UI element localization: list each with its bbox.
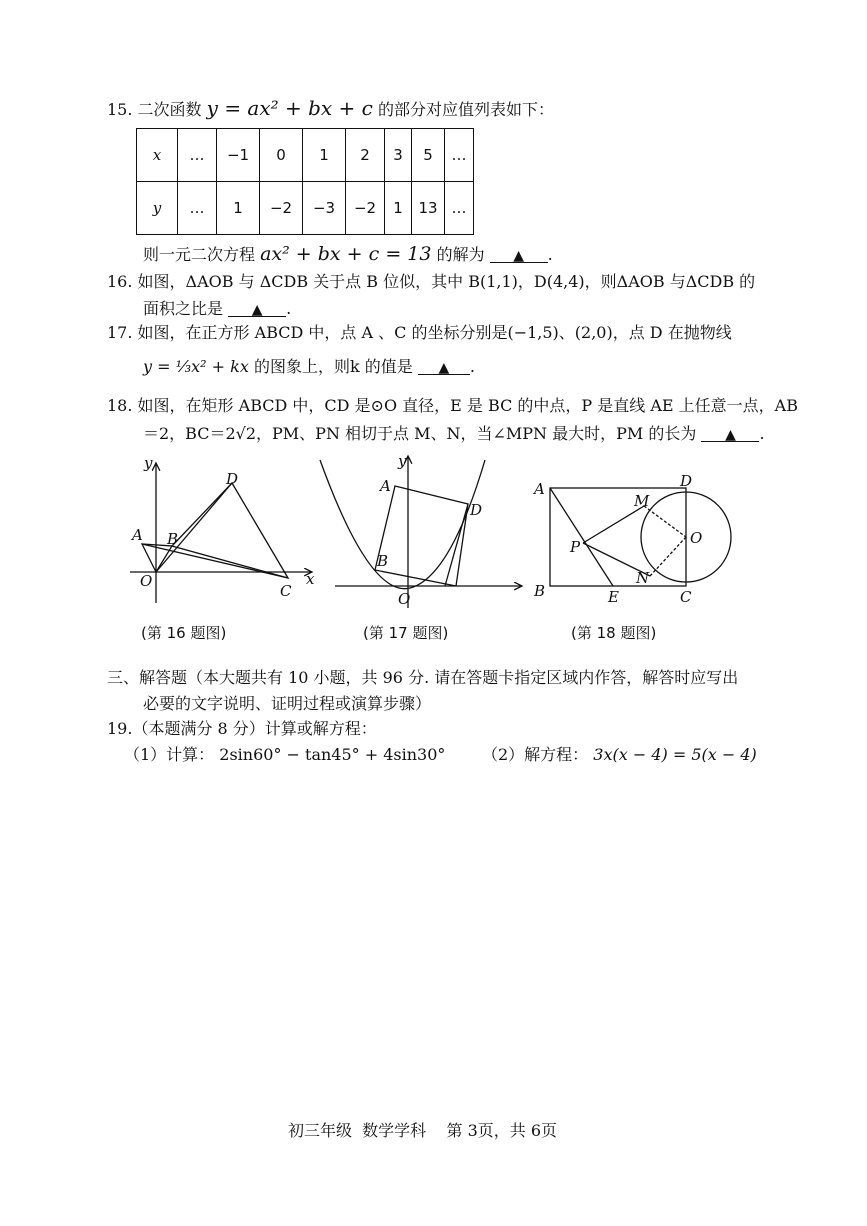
table-cell: 1 [303, 129, 346, 182]
fig16-label-y: y [144, 454, 153, 472]
fig18-label-M: M [634, 492, 650, 510]
table-cell: −3 [303, 182, 346, 235]
value-table [136, 128, 474, 235]
q19-part1-label: （1）计算： [124, 745, 215, 764]
line-D [445, 504, 468, 586]
q19-part2 [482, 744, 757, 766]
fig17-label-B: B [377, 552, 389, 570]
page-footer: 初三年级 数学学科 第 3页，共 6页 [288, 1121, 558, 1140]
answer-triangle-icon: ▲ [251, 302, 263, 318]
answer-triangle-icon: ▲ [438, 360, 450, 376]
fig16-label-D: D [226, 470, 239, 488]
table-cell: … [178, 129, 217, 182]
q18-answer-blank [701, 423, 759, 442]
q15-number: 15. [107, 100, 133, 119]
q15-end: . [547, 245, 553, 264]
table-cell: 5 [412, 129, 445, 182]
answer-triangle-icon: ▲ [513, 248, 525, 264]
q17-line2 [143, 356, 475, 378]
q16-line1-text: 如图，ΔAOB 与 ΔCDB 关于点 B 位似，其中 B(1,1)，D(4,4)，则ΔAOB 与ΔCDB 的 [137, 272, 756, 291]
table-cell: … [445, 182, 474, 235]
square-ABCD [375, 486, 468, 586]
parabola [320, 460, 485, 589]
q18-end: . [759, 424, 765, 443]
fig18-label-C: C [680, 588, 692, 606]
q17-number: 17. [107, 323, 133, 342]
q18-line2-pre: ＝2，BC＝2√2，PM、PN 相切于点 M、N，当∠MPN 最大时，PM 的长为 [143, 424, 697, 443]
fig18-label-N: N [636, 569, 650, 587]
table-cell: 2 [346, 129, 385, 182]
fig18-label-B: B [534, 582, 546, 600]
q15-line2-formula: ax² + bx + c = 13 [260, 243, 432, 265]
table-row-x [137, 129, 474, 182]
fig18-label-A: A [534, 480, 545, 498]
q18-number: 18. [107, 396, 133, 415]
q17-line1-text: 如图，在正方形 ABCD 中，点 A 、C 的坐标分别是(−1,5)、(2,0)，点 D 在抛物线 [137, 323, 732, 342]
fig16-label-x: x [306, 570, 315, 588]
rectangle-ABCD [550, 488, 686, 586]
fig17-label-O: O [398, 590, 411, 608]
answer-triangle-icon: ▲ [725, 427, 736, 443]
q16-line2-pre: 面积之比是 [143, 299, 224, 318]
table-cell: 1 [217, 182, 260, 235]
q15-line2-post: 的解为 [436, 245, 485, 264]
table-cell: 0 [260, 129, 303, 182]
q17-end: . [469, 357, 475, 376]
q17-line1 [107, 322, 732, 344]
q19-part1-expr: 2sin60° − tan45° + 4sin30° [219, 745, 446, 764]
q18-line1-text: 如图，在矩形 ABCD 中，CD 是⊙O 直径，E 是 BC 的中点，P 是直线 AE 上任意一点，AB [137, 396, 798, 415]
section3-line1: 三、解答题（本大题共有 10 小题，共 96 分. 请在答题卡指定区域内作答，解答时应写出 [107, 668, 739, 687]
fig18-label-D: D [680, 472, 693, 490]
table-cell: … [178, 182, 217, 235]
fig18-caption: (第 18 题图) [571, 624, 657, 642]
line-MO [644, 506, 686, 537]
line-AC [142, 544, 288, 578]
q18-line1 [107, 395, 798, 417]
q16-number: 16. [107, 272, 133, 291]
fig16-label-B: B [167, 530, 179, 548]
table-cell: 3 [385, 129, 412, 182]
table-cell: −2 [346, 182, 385, 235]
q15-line1 [107, 97, 554, 121]
fig18-label-P: P [570, 538, 581, 556]
q17-line2-formula: y = ⅓x² + kx [143, 357, 249, 376]
q19-part2-label: （2）解方程： [482, 745, 589, 764]
table-row-y [137, 182, 474, 235]
q17-line2-post: 的图象上，则k 的值是 [253, 357, 413, 376]
table-header-x: x [137, 129, 178, 182]
q19-part2-expr: 3x(x − 4) = 5(x − 4) [593, 745, 757, 764]
q17-answer-blank [418, 356, 470, 375]
fig16-label-C: C [280, 582, 292, 600]
fig16-label-O: O [140, 572, 153, 590]
fig17-label-A: A [380, 477, 391, 495]
q18-line2 [143, 423, 765, 445]
q19-title: 19.（本题满分 8 分）计算或解方程： [107, 719, 377, 738]
line-PM [583, 506, 644, 543]
figure-17 [320, 456, 522, 608]
fig17-label-D: D [470, 501, 483, 519]
q15-line2-pre: 则一元二次方程 [143, 245, 256, 264]
fig16-caption: (第 16 题图) [141, 624, 227, 642]
line-NO [650, 537, 686, 576]
line-AE [550, 488, 613, 586]
table-cell: −1 [217, 129, 260, 182]
q15-line2 [143, 243, 553, 266]
q16-line1 [107, 271, 755, 293]
fig16-label-A: A [132, 526, 143, 544]
q16-end: . [286, 299, 292, 318]
table-cell: 13 [412, 182, 445, 235]
table-cell: 1 [385, 182, 412, 235]
table-cell: −2 [260, 182, 303, 235]
table-header-y: y [137, 182, 178, 235]
fig18-label-O: O [690, 529, 703, 547]
q19-part1 [124, 744, 445, 766]
table-cell: … [445, 129, 474, 182]
fig18-label-E: E [608, 588, 619, 606]
q15-formula: y = ax² + bx + c [206, 96, 373, 120]
line-OD [156, 483, 232, 572]
q16-line2 [143, 298, 291, 320]
q15-answer-blank [490, 244, 548, 263]
triangle-CDB [172, 483, 288, 578]
section3-line2: 必要的文字说明、证明过程或演算步骤） [143, 694, 432, 713]
figures-diagram [120, 448, 770, 618]
fig17-label-y: y [398, 452, 407, 470]
q15-stem: 二次函数 [137, 100, 202, 119]
q15-stem-tail: 的部分对应值列表如下： [377, 100, 554, 119]
q16-answer-blank [228, 298, 286, 317]
fig17-caption: (第 17 题图) [363, 624, 449, 642]
